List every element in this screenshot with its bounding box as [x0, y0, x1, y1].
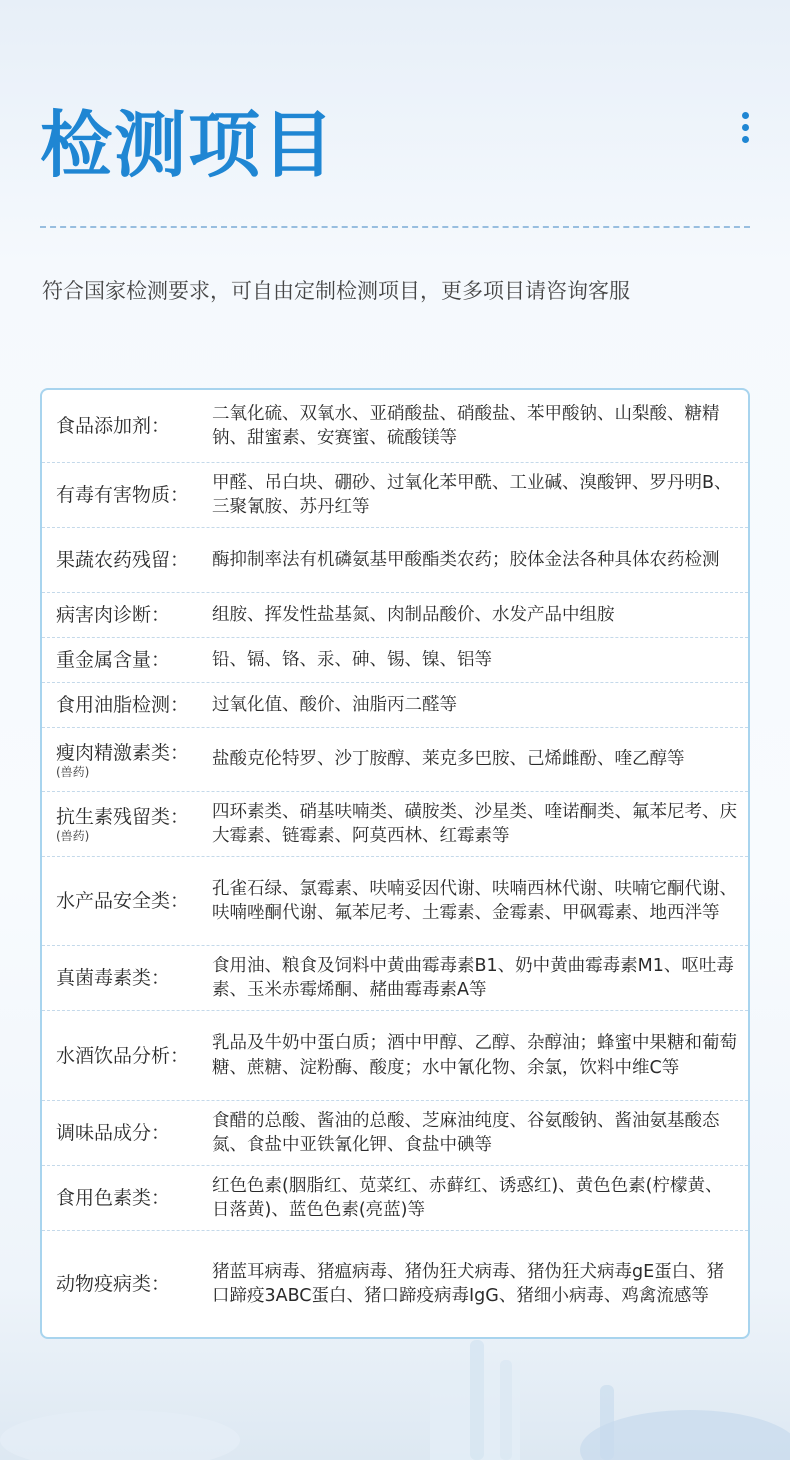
row-content: 孔雀石绿、氯霉素、呋喃妥因代谢、呋喃西林代谢、呋喃它酮代谢、呋喃唑酮代谢、氟苯尼考、土霉素、金霉素、甲砜霉素、地西泮等: [212, 878, 737, 923]
row-label-note: (兽药): [56, 764, 90, 779]
row-content: 组胺、挥发性盐基氮、肉制品酸价、水发产品中组胺: [212, 604, 615, 625]
row-label: 抗生素残留类： (兽药): [56, 805, 212, 843]
row-content: 食醋的总酸、酱油的总酸、芝麻油纯度、谷氨酸钠、酱油氨基酸态氮、食盐中亚铁氰化钾、食盐中碘等: [212, 1110, 720, 1155]
table-row: [42, 1166, 748, 1231]
row-label: 病害肉诊断：: [56, 604, 171, 626]
row-label: 瘦肉精激素类： (兽药): [56, 741, 212, 779]
dot: [742, 112, 749, 119]
row-content: 盐酸克伦特罗、沙丁胺醇、莱克多巴胺、己烯雌酚、喹乙醇等: [212, 749, 685, 770]
vertical-dots-icon[interactable]: [739, 112, 751, 146]
table-row: [42, 390, 748, 463]
table-row: [42, 528, 748, 593]
page-title: 检测项目: [40, 103, 337, 187]
row-label: 果蔬农药残留：: [56, 549, 190, 571]
row-label-note: (兽药): [56, 829, 90, 843]
row-content: 四环素类、硝基呋喃类、磺胺类、沙星类、喹诺酮类、氟苯尼考、庆大霉素、链霉素、阿莫西林、红霉素等: [212, 801, 737, 846]
table-row: [42, 683, 748, 728]
row-content: 乳品及牛奶中蛋白质；酒中甲醇、乙醇、杂醇油；蜂蜜中果糖和葡萄糖、蔗糖、淀粉酶、酸度；水中氰化物、余氯，饮料中维C等: [212, 1033, 737, 1078]
row-label: 食品添加剂：: [56, 415, 171, 437]
row-content: 甲醛、吊白块、硼砂、过氧化苯甲酰、工业碱、溴酸钾、罗丹明B、三聚氰胺、苏丹红等: [212, 472, 732, 517]
table-row: [42, 1011, 748, 1101]
row-label: 食用色素类：: [56, 1187, 171, 1209]
lab-background-decoration: [0, 1330, 790, 1460]
table-row: [42, 728, 748, 792]
row-content: 铅、镉、铬、汞、砷、锡、镍、铝等: [212, 649, 492, 670]
dot: [742, 124, 749, 131]
row-label: 水酒饮品分析：: [56, 1044, 190, 1067]
table-row: [42, 1231, 748, 1337]
dot: [742, 136, 749, 143]
table-row: [42, 857, 748, 946]
row-label: 水产品安全类：: [56, 890, 190, 912]
table-row: [42, 638, 748, 683]
row-label: 调味品成分：: [56, 1122, 171, 1144]
page-subtitle: 符合国家检测要求，可自由定制检测项目，更多项目请咨询客服: [42, 279, 630, 303]
row-content: 过氧化值、酸价、油脂丙二醛等: [212, 694, 457, 715]
table-row: [42, 463, 748, 528]
row-content: 红色色素(胭脂红、苋菜红、赤藓红、诱惑红)、黄色色素(柠檬黄、日落黄)、蓝色色素(亮蓝)等: [212, 1175, 723, 1220]
row-content: 二氧化硫、双氧水、亚硝酸盐、硝酸盐、苯甲酸钠、山梨酸、糖精钠、甜蜜素、安赛蜜、硫酸镁等: [212, 403, 720, 448]
row-content: 酶抑制率法有机磷氨基甲酸酯类农药；胶体金法各种具体农药检测: [212, 549, 720, 570]
table-row: [42, 946, 748, 1011]
test-items-table: [40, 388, 750, 1339]
row-label: 动物疫病类：: [56, 1273, 171, 1295]
row-label: 重金属含量：: [56, 649, 171, 671]
row-label: 食用油脂检测：: [56, 694, 190, 716]
row-content: 猪蓝耳病毒、猪瘟病毒、猪伪狂犬病毒、猪伪狂犬病毒gE蛋白、猪口蹄疫3ABC蛋白、猪口蹄疫病毒IgG、猪细小病毒、鸡禽流感等: [212, 1261, 725, 1306]
row-content: 食用油、粮食及饲料中黄曲霉毒素B1、奶中黄曲霉毒素M1、呕吐毒素、玉米赤霉烯酮、赭曲霉毒素A等: [212, 955, 734, 1000]
table-row: [42, 792, 748, 857]
table-row: [42, 593, 748, 638]
dashed-divider: [40, 226, 750, 228]
row-label: 有毒有害物质：: [56, 484, 190, 506]
row-label: 真菌毒素类：: [56, 967, 171, 989]
table-row: [42, 1101, 748, 1166]
